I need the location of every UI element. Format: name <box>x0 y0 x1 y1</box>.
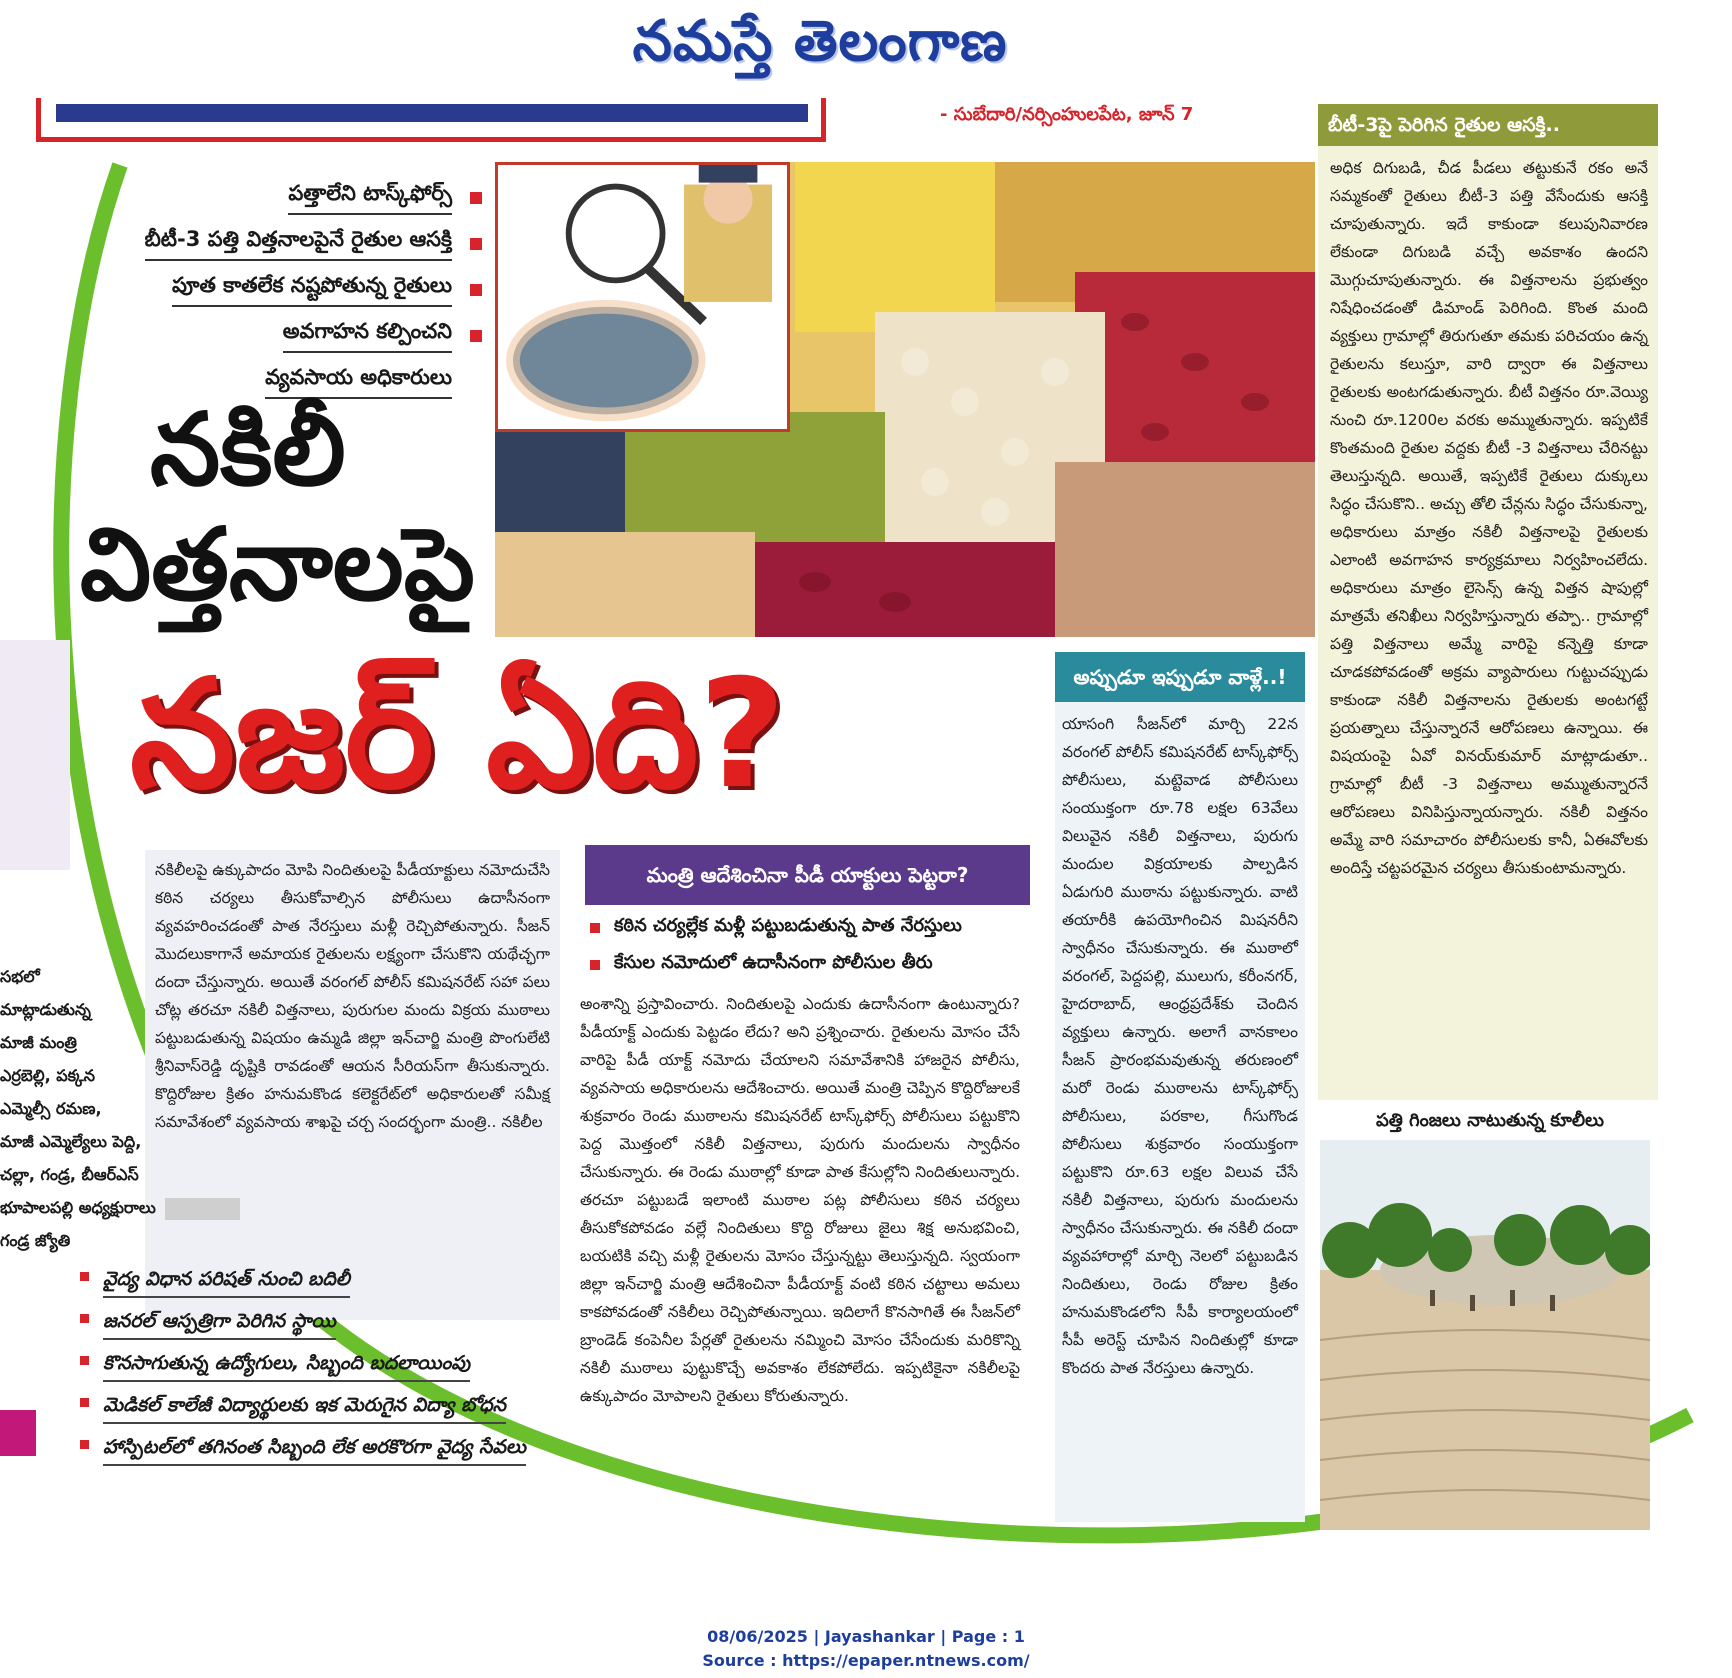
bullet-marker-icon <box>80 1272 89 1281</box>
footer-date-line: 08/06/2025 | Jayashankar | Page : 1 <box>707 1627 1025 1646</box>
page-footer <box>0 1625 1732 1673</box>
hospital-bullet: జనరల్ ఆస్పత్రిగా పెరిగిన స్థాయి <box>80 1304 640 1340</box>
article-mid-column: అంశాన్ని ప్రస్తావించారు. నిందితులపై ఎందుకు ఉదాసీనంగా ఉంటున్నారు? పీడీయాక్ట్ ఎందుకు పెట్టడం లేదు? అని ప్రశ్నించారు. రైతులను మోసం చేసే వారిపై పీడీ యాక్ట్ నమోదు చేయాలని సమావేశానికి హాజరైన పోలీసు, వ్యవసాయ అధికారులను ఆదేశించారు. అయితే మంత్రి చెప్పిన కొద్దిరోజులకే శుక్రవారం రెండు ముఠాలను కమిషనరేట్ టాస్క్‌ఫోర్స్ పోలీసులు పట్టుకొని పెద్ద మొత్తంలో నకిలీ విత్తనాలు, పురుగు మందులను స్వాధీనం చేసుకున్నారు. ఈ రెండు ముఠాల్లో కూడా పాత కేసుల్లోని నిందితులున్నారు. తరచూ పట్టుబడే ఇలాంటి ముఠాల పట్ల పోలీసులు కఠిన చర్యలు తీసుకోకపోవడం వల్లే నిందితులు కొద్ది రోజులు జైలు శిక్ష అనుభవించి, బయటికి వచ్చి మళ్లీ రైతులను మోసం చేస్తున్నట్టు తెలుస్తున్నది. స్వయంగా జిల్లా ఇన్‌చార్జి మంత్రి ఆదేశించినా పీడీయాక్ట్ వంటి కఠిన చట్టాలు అమలు కాకపోవడంతో నకిలీలు రెచ్చిపోతున్నాయి. ఇదిలాగే కొనసాగితే ఈ సీజన్‌లో బ్రాండెడ్ కంపెనీల పేర్లతో రైతులను నమ్మించి మోసం చేసేందుకు మరికొన్ని నకిలీ ముఠాలు పుట్టుకొచ్చే అవకాశం లేకపోలేదు. ఇప్పటికైనా నకిలీలపై ఉక్కుపాదం మోపాలని రైతులు కోరుతున్నారు. <box>580 995 1020 1405</box>
bullet-marker-icon <box>470 192 482 204</box>
article-left-column: నకిలీలపై ఉక్కుపాదం మోపి నిందితులపై పీడీయాక్టులు నమోదుచేసి కఠిన చర్యలు తీసుకోవాల్సిన పోలీసులు ఉదాసీనంగా వ్యవహరించడంతో పాత నేరస్తులు మళ్లీ రెచ్చిపోతున్నారు. సీజన్ మొదలుకాగానే అమాయక రైతులను లక్ష్యంగా చేసుకొని యథేచ్ఛగా దందా చేస్తున్నారు. అయితే వరంగల్ పోలీస్ కమిషనరేట్ సహా పలు చోట్ల తరచూ నకిలీ విత్తనాలు, పురుగుల మందు విక్రయ ముఠాలు పట్టుబడుతున్న విషయం ఉమ్మడి జిల్లా ఇన్‌చార్జి మంత్రి పొంగులేటి శ్రీనివాస్‌రెడ్డి దృష్టికి రావడంతో ఆయన సీరియస్‌గా తీసుకున్నారు. కొద్దిరోజుల క్రితం హనుమకొండ కలెక్టరేట్‌లో అధికారులతో సమీక్ష సమావేశంలో వ్యవసాయ శాఖపై చర్చ సందర్భంగా మంత్రి.. నకిలీల <box>145 850 560 1320</box>
banner-subpoints <box>590 915 1030 989</box>
purple-banner: మంత్రి ఆదేశించినా పీడీ యాక్టులు పెట్టరా? <box>585 845 1030 905</box>
appudu-body: యాసంగి సీజన్‌లో మార్చి 22న వరంగల్ పోలీస్ కమిషనరేట్ టాస్క్‌ఫోర్స్ పోలీసులు, మట్టెవాడ పోలీసులు సంయుక్తంగా రూ.78 లక్షల 63వేలు విలువైన నకిలీ విత్తనాలు, పురుగు మందుల విక్రయాలకు పాల్పడిన ఏడుగురి ముఠాను పట్టుకున్నారు. వాటి తయారీకి ఉపయోగించిన మిషనరీని స్వాధీనం చేసుకున్నారు. ఈ ముఠాలో వరంగల్, పెద్దపల్లి, ములుగు, కరీంనగర్, హైదరాబాద్, ఆంధ్రప్రదేశ్‌కు చెందిన వ్యక్తులు ఉన్నారు. అలాగే వానకాలం సీజన్ ప్రారంభమవుతున్న తరుణంలో మరో రెండు ముఠాలను టాస్క్‌ఫోర్స్ పోలీసులు, పరకాల, గీసుగొండ పోలీసులు శుక్రవారం సంయుక్తంగా పట్టుకొని రూ.63 లక్షల విలువ చేసే నకిలీ విత్తనాలు, పురుగు మందులను స్వాధీనం చేసుకున్నారు. ఈ నకిలీ దందా వ్యవహారాల్లో మార్చి నెలలో పట్టుబడిన నిందితులు, రెండు రోజుల క్రితం హనుమకొండలోని సీపీ కార్యాలయంలో సీపీ అరెస్ట్ చూపిన నిందితుల్లో కూడా కొందరు పాత నేరస్తులు ఉన్నారు. <box>1062 715 1298 1377</box>
bullet-marker-icon <box>470 330 482 342</box>
hospital-bullet: హాస్పిటల్‌లో తగినంత సిబ్బంది లేక అరకొరగా వైద్య సేవలు <box>80 1430 640 1466</box>
hospital-bullet: కొనసాగుతున్న ఉద్యోగులు, సిబ్బంది బదలాయింపు <box>80 1346 640 1382</box>
bullet-marker-icon <box>80 1398 89 1407</box>
sidebar-title: బీటీ-3పై పెరిగిన రైతుల ఆసక్తి.. <box>1318 104 1658 146</box>
magenta-stub <box>0 1410 36 1456</box>
headline-line-1: నకిలీ <box>150 391 346 508</box>
bullet-marker-icon <box>470 238 482 250</box>
hospital-bullets <box>80 1262 640 1472</box>
bullet-marker-icon <box>470 284 482 296</box>
sidebar-body: అధిక దిగుబడి, చీడ పీడలు తట్టుకునే రకం అనే సమ్మకంతో రైతులు బీటీ-3 పత్తి వేసేందుకు ఆసక్తి చూపుతున్నారు. ఇదే కాకుండా కలుపునివారణ లేకుండా దిగుబడి వచ్చే అవకాశం ఉందని మొగ్గుచూపుతున్నారు. ఈ విత్తనాలను ప్రభుత్వం నిషేధించడంతో డిమాండ్ పెరిగింది. కొంత మంది వ్యక్తులు గ్రామాల్లో తిరుగుతూ తమకు పరిచయం ఉన్న రైతులను కలుస్తూ, వారి ద్వారా ఈ విత్తనాలు రైతులకు అంటగడుతున్నారు. బీటీ విత్తనం రూ.వెయ్యి నుంచి రూ.1200ల వరకు అమ్ముతున్నారు. ఇప్పటికే కొంతమంది రైతుల వద్దకు బీటీ -3 విత్తనాలు చేరినట్టు తెలుస్తున్నది. అయితే, ఇప్పటికే రైతులు దుక్కులు సిద్ధం చేసుకొని.. అచ్చు తోలి చేన్లను సిద్ధం చేసుకున్నా, అధికారులు మాత్రం నకిలీ విత్తనాలపై రైతులకు ఎలాంటి అవగాహన కార్యక్రమాలు నిర్వహించలేదు. అధికారులు మాత్రం లైసెన్స్ ఉన్న విత్తన షాపుల్లో మాత్రమే తనిఖీలు నిర్వహిస్తున్నారు తప్పా.. గ్రామాల్లో పత్తి విత్తనాలు అమ్మే వారిపై కన్నెత్తి కూడా చూడకపోవడంతో అక్రమ వ్యాపారులు గుట్టుచప్పుడు కాకుండా నకిలీ విత్తనాలను రైతులకు అంటగట్టే ప్రయత్నాలు చేస్తున్నారనే ఆరోపణలు ఉన్నాయి. ఈ విషయంపై ఏవో వినయ్‌కుమార్ మాట్లాడుతూ.. గ్రామాల్లో బీటీ -3 విత్తనాలు అమ్ముతున్నారనే ఆరోపణలు వినిపిస్తున్నాయన్నారు. నకిలీ విత్తనం అమ్మే వారి సమాచారం పోలీసులకు కానీ, ఏఈవోలకు అందిస్తే చట్టపరమైన చర్యలు తీసుకుంటామన్నారు. <box>1330 159 1648 877</box>
subpoint: కఠిన చర్యల్లేక మళ్లీ పట్టుబడుతున్న పాత నేరస్తులు <box>590 915 1030 940</box>
headline-bullet: పత్తాలేని టాస్క్‌ఫోర్స్ <box>62 180 482 216</box>
hospital-bullet: మెడికల్ కాలేజీ విద్యార్థులకు ఇక మెరుగైన విద్యా బోధన <box>80 1388 640 1424</box>
headline-bullet: పూత కాతలేక నష్టపోతున్న రైతులు <box>62 272 482 308</box>
subpoint: కేసుల నమోదులో ఉదాసీనంగా పోలీసుల తీరు <box>590 952 1030 977</box>
hospital-bullet: వైద్య విధాన పరిషత్ నుంచి బదిలీ <box>80 1262 640 1298</box>
appudu-title: అప్పుడూ ఇప్పుడూ వాళ్లే..! <box>1055 652 1305 702</box>
dateline: - సుబేదారి/నర్సింహులపేట, జూన్ 7 <box>940 104 1194 125</box>
bullet-marker-icon <box>590 923 600 933</box>
headline-bullet: వ్యవసాయ అధికారులు <box>62 364 482 400</box>
field-photo-caption: పత్తి గింజలు నాటుతున్న కూలీలు <box>1375 1110 1605 1131</box>
headline-line-2: విత్తనాలపై <box>80 506 475 623</box>
headline-bullet: బీటీ-3 పత్తి విత్తనాలపైనే రైతుల ఆసక్తి <box>62 226 482 262</box>
left-cut-caption: సభలో మాట్లాడుతున్న మాజీ మంత్రి ఎర్రబెల్లి, పక్కన ఎమ్మెల్సీ రమణ, మాజీ ఎమ్మెల్యేలు పెద్ది, చల్లా, గండ్ర, బీఆర్‌ఎస్ భూపాలపల్లి అధ్యక్షురాలు గండ్ర జ్యోతి <box>0 967 156 1250</box>
headline-line-3: నజర్ ఏది? <box>130 648 786 822</box>
left-cut-strip <box>0 640 70 870</box>
masthead: నమస్తే తెలంగాణ <box>632 8 1008 74</box>
bullet-marker-icon <box>590 960 600 970</box>
grey-stub <box>165 1198 240 1220</box>
bullet-marker-icon <box>80 1314 89 1323</box>
inspector-magnifier-illustration <box>495 162 790 432</box>
blue-bar <box>56 104 808 122</box>
bullet-marker-icon <box>80 1440 89 1449</box>
cotton-field-photo <box>1320 1140 1650 1530</box>
headline-bullet: అవగాహన కల్పించని <box>62 318 482 354</box>
footer-source-line: Source : https://epaper.ntnews.com/ <box>702 1651 1030 1670</box>
headline-bullets <box>62 180 482 410</box>
bullet-marker-icon <box>80 1356 89 1365</box>
